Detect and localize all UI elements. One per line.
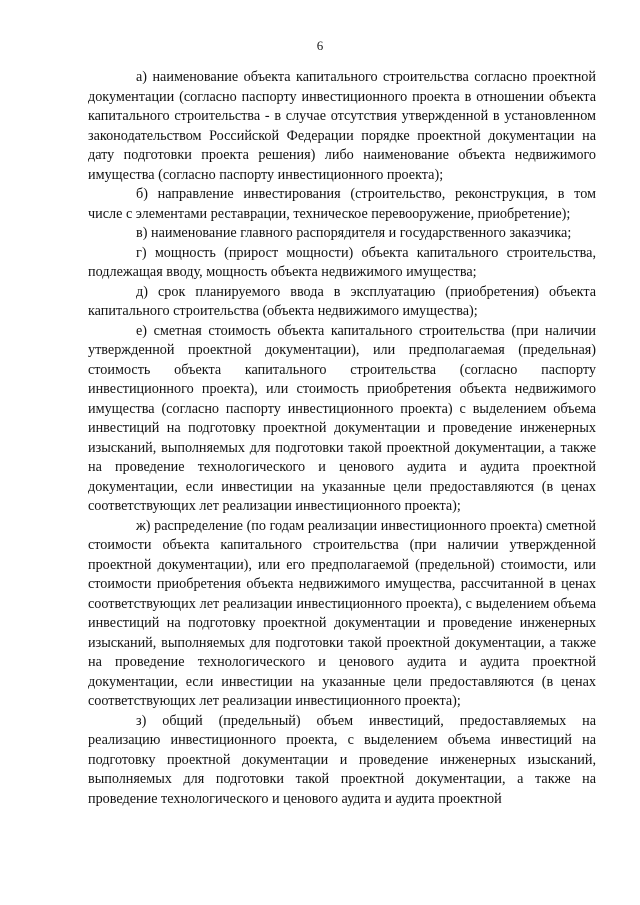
paragraph-d: д) срок планируемого ввода в эксплуатацию (приобретения) объекта капитального строительства (объекта недвижимого имущества); (88, 283, 596, 319)
paragraph-a: а) наименование объекта капитального строительства согласно проектной документации (согласно паспорту инвестиционного проекта в отношении объекта капитального строительства - в случае отсутствия утвержденной в установленном законодательством Российской Федерации порядке проектной документации на дату подготовки проекта решения) либо наименование объекта недвижимого имущества (согласно паспорту инвестиционного проекта); (88, 69, 596, 183)
document-body (88, 68, 596, 809)
paragraph-v: в) наименование главного распорядителя и государственного заказчика; (136, 225, 572, 241)
page-number: 6 (316, 38, 324, 53)
paragraph-z: з) общий (предельный) объем инвестиций, предоставляемых на реализацию инвестиционного проекта, с выделением объема инвестиций на подготовку проектной документации и проведение инженерных изысканий, выполняемых для подготовки такой проектной документации, а также на проведение технологического и ценового аудита и аудита проектной (88, 712, 596, 807)
paragraph-zh: ж) распределение (по годам реализации инвестиционного проекта) сметной стоимости объекта капитального строительства (при наличии утвержденной проектной документации), или его предполагаемой (предельной) стоимости, или стоимости приобретения объекта недвижимого имущества, рассчитанной в ценах соответствующих лет реализации инвестиционного проекта), с выделением объема инвестиций на подготовку проектной документации и проведение инженерных изысканий, выполняемых для подготовки такой проектной документации, а также на проведение технологического и ценового аудита и аудита проектной документации, если инвестиции на указанные цели предоставляются (в ценах соответствующих лет реализации инвестиционного проекта); (88, 517, 596, 709)
paragraph-g: г) мощность (прирост мощности) объекта капитального строительства, подлежащая вводу, мощность объекта недвижимого имущества; (88, 244, 596, 280)
paragraph-b: б) направление инвестирования (строительство, реконструкция, в том числе с элементами реставрации, техническое перевооружение, приобретение); (88, 186, 596, 222)
paragraph-e: е) сметная стоимость объекта капитального строительства (при наличии утвержденной проектной документации), или предполагаемая (предельная) стоимость объекта капитального строительства (согласно паспорту инвестиционного проекта), или стоимость приобретения объекта недвижимого имущества (согласно паспорту инвестиционного проекта) с выделением объема инвестиций на подготовку проектной документации и проведение инженерных изысканий, выполняемых для подготовки такой проектной документации, а также на проведение технологического и ценового аудита и аудита проектной документации, если инвестиции на указанные цели предоставляются (в ценах соответствующих лет реализации инвестиционного проекта); (88, 322, 596, 514)
